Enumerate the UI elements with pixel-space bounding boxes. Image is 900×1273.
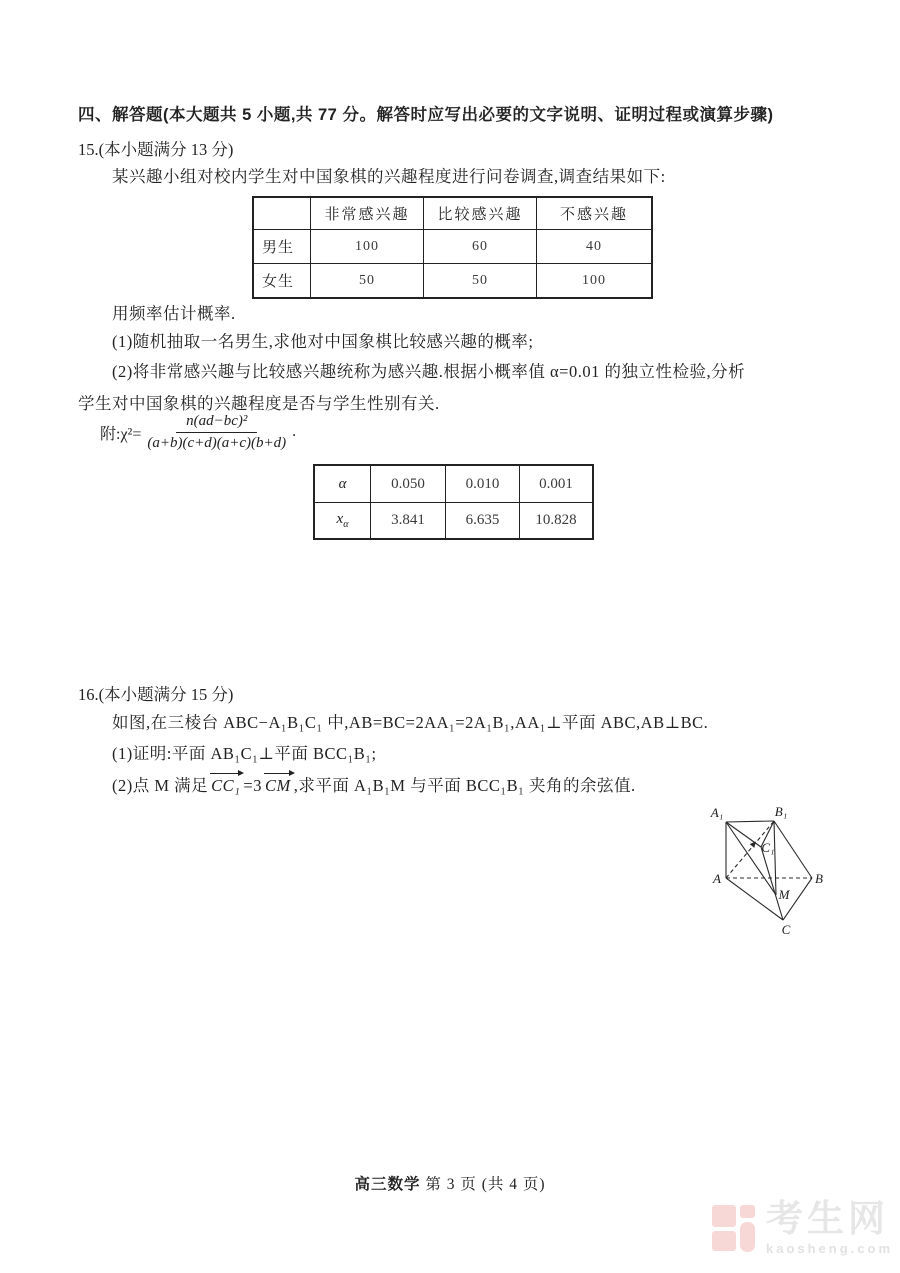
survey-header-very-interested: 非常感兴趣: [311, 197, 424, 230]
logo-block: [712, 1205, 736, 1227]
x-alpha-label: [314, 503, 371, 540]
label-a1: A₁: [710, 805, 724, 820]
survey-row-male: [253, 230, 652, 264]
survey-row-female-label: 女生: [253, 264, 311, 299]
footer-subject: 高三数学: [354, 1176, 421, 1193]
edge-ac: [726, 878, 783, 920]
q16-part2-pre: (2)点 M 满足: [112, 776, 209, 795]
q15-title: 15.(本小题满分 13 分): [78, 140, 234, 159]
section-header: 四、解答题(本大题共 5 小题,共 77 分。解答时应写出必要的文字说明、证明过程或演算步骤): [78, 106, 774, 124]
survey-row-female: [253, 264, 652, 299]
label-a: A: [713, 871, 721, 886]
x-alpha-sub: α: [343, 519, 349, 530]
x-alpha-value: 6.635: [446, 503, 520, 540]
watermark-cn: 考生网: [766, 1198, 889, 1239]
alpha-value: 0.001: [520, 465, 594, 503]
q16-part2: [112, 772, 636, 796]
q16-part2-post: ,求平面 A₁B₁M 与平面 BCC₁B₁ 夹角的余弦值.: [293, 776, 636, 795]
label-b1: B₁: [774, 804, 788, 819]
formula-suffix: .: [292, 423, 297, 440]
x-alpha-value: 10.828: [520, 503, 594, 540]
vector-cm: CM: [264, 776, 291, 795]
kaosheng-logo-icon: [712, 1200, 758, 1256]
q16-title: 16.(本小题满分 15 分): [78, 685, 234, 704]
logo-block: [740, 1205, 755, 1218]
survey-cell: 50: [311, 264, 424, 299]
q15-part2-line2: 学生对中国象棋的兴趣程度是否与学生性别有关.: [78, 394, 440, 413]
q15-intro: 某兴趣小组对校内学生对中国象棋的兴趣程度进行问卷调查,调查结果如下:: [112, 167, 666, 186]
survey-cell: 100: [311, 230, 424, 264]
label-c1: C₁: [761, 840, 775, 855]
logo-block: [740, 1222, 755, 1252]
formula-prefix: 附:χ²=: [100, 425, 142, 443]
label-m: M: [778, 887, 790, 902]
survey-header-blank: [253, 197, 311, 230]
label-c: C: [781, 922, 791, 937]
survey-row-male-label: 男生: [253, 230, 311, 264]
q15-part1: (1)随机抽取一名男生,求他对中国象棋比较感兴趣的概率;: [112, 332, 534, 351]
q16-part2-mid: =3: [243, 776, 262, 795]
vector-cc1: CC₁: [211, 776, 241, 795]
survey-cell: 60: [424, 230, 537, 264]
chi-square-formula: [100, 412, 296, 452]
formula-denominator: (a+b)(c+d)(a+c)(b+d): [147, 435, 287, 451]
edge-a1b1: [726, 821, 774, 822]
edge-b1b: [774, 821, 812, 878]
survey-cell: 40: [537, 230, 653, 264]
watermark: [712, 1200, 893, 1256]
edge-c1c: [761, 847, 783, 920]
q16-part1: (1)证明:平面 AB₁C₁⊥平面 BCC₁B₁;: [112, 744, 377, 763]
watermark-text: [766, 1200, 893, 1256]
watermark-en: kaosheng.com: [766, 1241, 894, 1256]
logo-block: [712, 1231, 736, 1251]
q15-part2-line1: (2)将非常感兴趣与比较感兴趣统称为感兴趣.根据小概率值 α=0.01 的独立性检验,分析: [112, 362, 746, 381]
alpha-row: [314, 465, 593, 503]
frustum-figure: [688, 786, 848, 946]
alpha-table: [313, 464, 594, 540]
alpha-value: 0.010: [446, 465, 520, 503]
survey-cell: 50: [424, 264, 537, 299]
line-b1m: [774, 821, 776, 895]
formula-fraction: [143, 412, 290, 452]
survey-cell: 100: [537, 264, 653, 299]
footer-page-info: 第 3 页 (共 4 页): [420, 1176, 546, 1193]
survey-table-header-row: [253, 197, 652, 230]
q15-freq-line: 用频率估计概率.: [112, 304, 236, 323]
label-b: B: [815, 871, 823, 886]
page-footer: [0, 1172, 900, 1194]
x-alpha-value: 3.841: [371, 503, 446, 540]
survey-header-not-interested: 不感兴趣: [537, 197, 653, 230]
formula-numerator: n(ad−bc)²: [176, 412, 257, 433]
alpha-label: α: [314, 465, 371, 503]
alpha-value: 0.050: [371, 465, 446, 503]
survey-header-somewhat-interested: 比较感兴趣: [424, 197, 537, 230]
x-alpha-row: [314, 503, 593, 540]
q16-intro: 如图,在三棱台 ABC−A₁B₁C₁ 中,AB=BC=2AA₁=2A₁B₁,AA₁⊥平面 ABC,AB⊥BC.: [112, 713, 709, 732]
x-alpha-base: x: [336, 511, 344, 527]
survey-table: [252, 196, 653, 299]
